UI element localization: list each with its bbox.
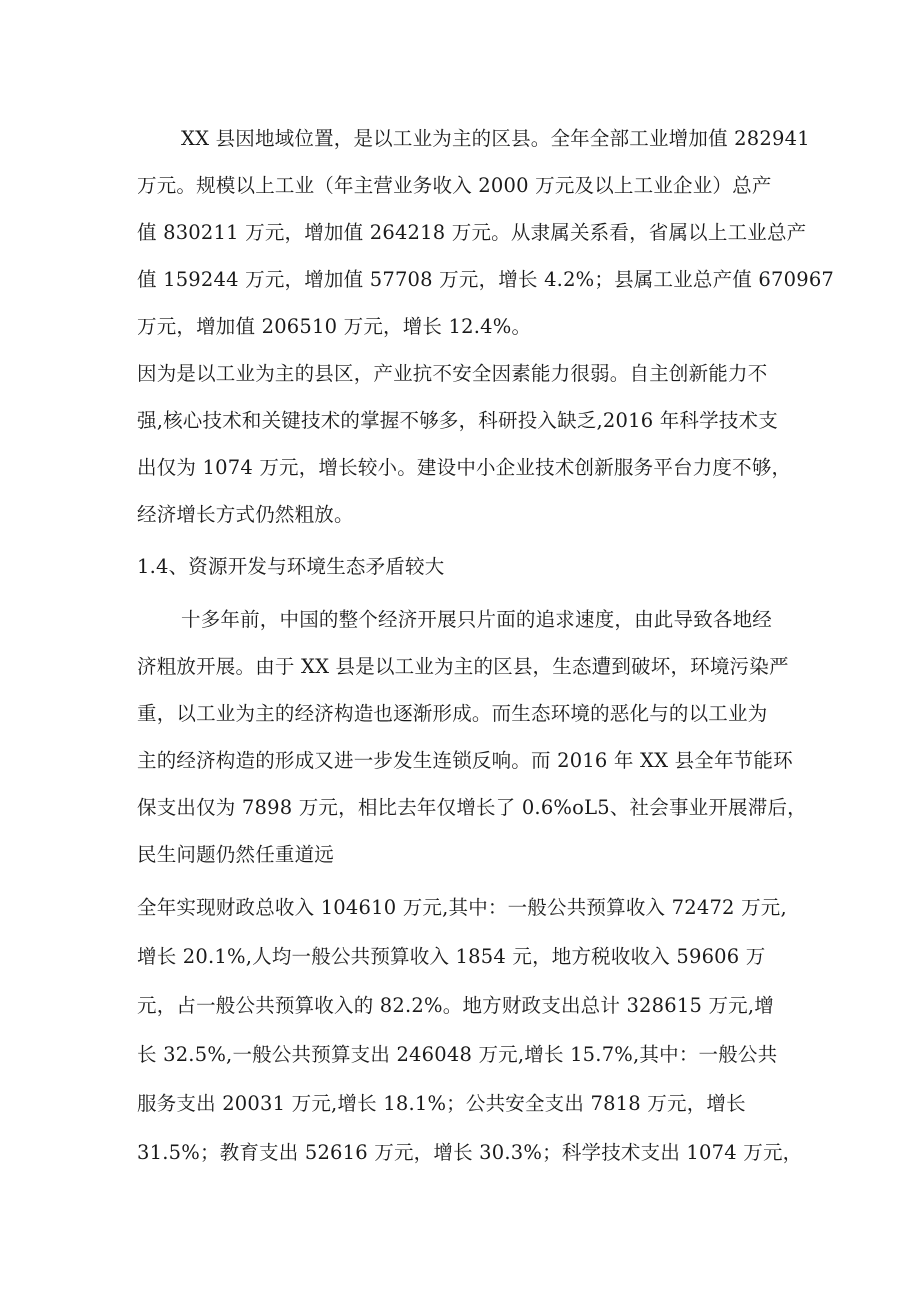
paragraph-3-line-1: 十多年前，中国的整个经济开展只片面的追求速度，由此导致各地经 bbox=[181, 608, 773, 631]
paragraph-4-line-1: 全年实现财政总收入 104610 万元,其中：一般公共预算收入 72472 万元, bbox=[137, 896, 787, 919]
paragraph-2-line-4: 经济增长方式仍然粗放。 bbox=[137, 503, 354, 526]
paragraph-1-line-5: 万元，增加值 206510 万元，增长 12.4%。 bbox=[137, 315, 532, 338]
paragraph-2-line-2: 强,核心技术和关键技术的掌握不够多，科研投入缺乏,2016 年科学技术支 bbox=[137, 409, 778, 432]
paragraph-1-line-3: 值 830211 万元，增加值 264218 万元。从隶属关系看，省属以上工业总产 bbox=[137, 221, 807, 244]
paragraph-4-line-5: 服务支出 20031 万元,增长 18.1%；公共安全支出 7818 万元，增长 bbox=[137, 1092, 746, 1115]
section-heading: 1.4、资源开发与环境生态矛盾较大 bbox=[137, 555, 445, 578]
paragraph-3-line-5: 保支出仅为 7898 万元，相比去年仅增长了 0.6%oL5、社会事业开展滞后， bbox=[137, 796, 807, 819]
paragraph-3-line-6: 民生问题仍然任重道远 bbox=[137, 843, 335, 866]
paragraph-2-line-1: 因为是以工业为主的县区，产业抗不安全因素能力很弱。自主创新能力不 bbox=[137, 362, 768, 385]
paragraph-1-line-4: 值 159244 万元，增加值 57708 万元，增长 4.2%；县属工业总产值 670967 bbox=[137, 268, 835, 291]
paragraph-1-line-1: XX 县因地域位置，是以工业为主的区县。全年全部工业增加值 282941 bbox=[181, 127, 810, 150]
paragraph-4-line-4: 长 32.5%,一般公共预算支出 246048 万元,增长 15.7%,其中：一般公共 bbox=[137, 1043, 778, 1066]
paragraph-1-line-2: 万元。规模以上工业（年主营业务收入 2000 万元及以上工业企业）总产 bbox=[137, 174, 772, 197]
paragraph-4-line-2: 增长 20.1%,人均一般公共预算收入 1854 元，地方税收收入 59606 万 bbox=[137, 945, 766, 968]
paragraph-2-line-3: 出仅为 1074 万元，增长较小。建设中小企业技术创新服务平台力度不够， bbox=[137, 456, 792, 479]
paragraph-3-line-3: 重，以工业为主的经济构造也逐渐形成。而生态环境的恶化与的以工业为 bbox=[137, 702, 768, 725]
paragraph-4-line-3: 元，占一般公共预算收入的 82.2%。地方财政支出总计 328615 万元,增 bbox=[137, 994, 774, 1017]
paragraph-4-line-6: 31.5%；教育支出 52616 万元，增长 30.3%；科学技术支出 1074 万元， bbox=[137, 1141, 803, 1164]
paragraph-3-line-4: 主的经济构造的形成又进一步发生连锁反响。而 2016 年 XX 县全年节能环 bbox=[137, 749, 793, 772]
paragraph-3-line-2: 济粗放开展。由于 XX 县是以工业为主的区县，生态遭到破坏，环境污染严 bbox=[137, 655, 789, 678]
